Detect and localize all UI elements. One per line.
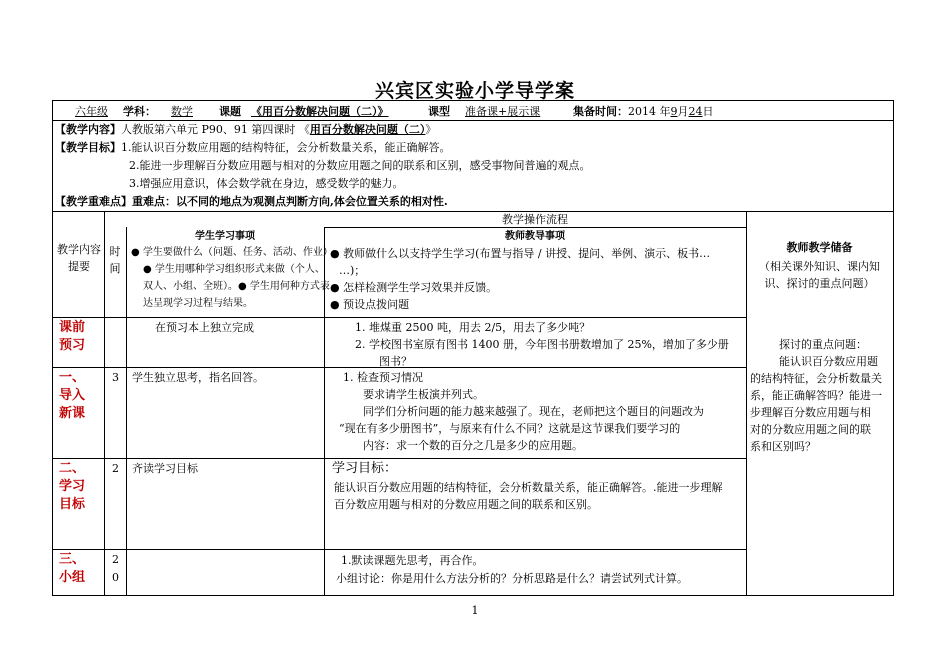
teacher-item-2: …)；: [339, 264, 366, 277]
goals-label: 【教学目标】: [55, 141, 121, 154]
subject: 数学: [171, 105, 193, 118]
teacher-item-4: ● 预设点拨问题: [330, 298, 410, 311]
content-close: 》: [425, 123, 437, 136]
row-intro-teacher-5: 内容：求一个数的百分之几是多少的应用题。: [363, 439, 583, 452]
row-preview-student: 在预习本上独立完成: [155, 321, 254, 334]
row-group-label-1: 三、: [59, 552, 86, 567]
document-title: 兴宾区实验小学导学案: [374, 80, 575, 102]
reserve-note-4: 系，能正确解答吗？能进一: [750, 389, 882, 402]
row-goal-student: 齐读学习目标: [132, 462, 198, 475]
grade: 六年级: [75, 105, 108, 118]
keypoints-text: 重难点：以不同的地点为观测点判断方向,体会位置关系的相对性.: [132, 195, 448, 208]
col-content-header: 教学内容提要: [57, 243, 101, 273]
teaching-content: [55, 121, 436, 138]
topic: 《用百分数解决问题（二）》: [251, 105, 389, 118]
row-group-teacher-1: 1.默读课题先思考，再合作。: [341, 554, 484, 567]
teacher-header: 教师教导事项: [505, 231, 565, 242]
page-number: 1: [471, 604, 479, 617]
row-group-time-2: 0: [112, 571, 119, 584]
student-header: 学生学习事项: [195, 231, 255, 242]
row-preview-label-2: 预习: [59, 338, 86, 353]
date-day-suffix: 日: [702, 105, 714, 118]
row-preview-teacher-2: 2. 学校图书室原有图书 1400 册，今年图书册数增加了 25%，增加了多少册: [355, 338, 729, 351]
row-group-time-1: 2: [112, 553, 119, 566]
row-divider-1: [53, 317, 746, 318]
date-prefix: 2014 年: [628, 105, 671, 118]
reserve-sub-2: 识、探讨的重点问题）: [764, 277, 875, 290]
teacher-item-1: ● 教师做什么以支持学生学习(布置与指导 / 讲授、提问、举例、演示、板书…: [330, 247, 711, 260]
row-preview-label-1: 课前: [59, 320, 86, 335]
key-points: [55, 193, 448, 210]
goal-3: 3.增强应用意识，体会数学就在身边，感受数学的魅力。: [129, 177, 404, 190]
row-group-teacher-2: 小组讨论：你是用什么方法分析的？分析思路是什么？请尝试列式计算。: [336, 572, 688, 585]
content-text: 人教版第六单元 P90、91 第四课时 《: [121, 123, 310, 136]
row-goal-teacher-2: 百分数应用题与相对的分数应用题之间的联系和区别。: [334, 498, 598, 511]
flow-header: 教学操作流程: [502, 213, 568, 226]
col-time-header: 时间: [109, 245, 121, 275]
row-intro-label-1: 一、: [59, 370, 86, 385]
col-divider-1: [104, 211, 105, 595]
row-intro-teacher-3: 同学们分析问题的能力越来越强了。现在，老师把这个题目的问题改为: [363, 405, 704, 418]
reserve-note-3: 的结构特征，会分析数量关: [750, 372, 882, 385]
goal-1-text: 1.能认识百分数应用题的结构特征，会分析数量关系，能正确解答。: [121, 141, 451, 154]
row-divider-4: [53, 549, 746, 550]
goal-2: 2.能进一步理解百分数应用题与相对的分数应用题之间的联系和区别，感受事物间普遍的观点。: [129, 159, 591, 172]
topic-label: 课题: [219, 105, 241, 118]
content-label: 【教学内容】: [55, 123, 121, 136]
student-item-2: ● 学生用哪种学习组织形式来做（个人、: [143, 264, 325, 275]
reserve-note-6: 对的分数应用题之间的联: [750, 423, 871, 436]
reserve-note-2: 能认识百分数应用题: [779, 355, 878, 368]
reserve-sub-1: （相关课外知识、课内知: [759, 260, 880, 273]
student-item-1: ● 学生要做什么（问题、任务、活动、作业）: [131, 247, 333, 258]
teacher-item-3: ● 怎样检测学生学习效果并反馈。: [330, 281, 498, 294]
row-group-label-2: 小组: [59, 570, 86, 585]
row-goal-label-2: 学习: [59, 479, 86, 494]
row-intro-teacher-1: 1. 检查预习情况: [343, 371, 423, 384]
date: [573, 103, 714, 120]
type-label: 课型: [428, 105, 450, 118]
row-intro-label-2: 导入: [59, 388, 86, 403]
student-item-4: 达呈现学习过程与结果。: [143, 298, 253, 309]
row-intro-label-3: 新课: [59, 406, 86, 421]
date-month-suffix: 月: [677, 105, 689, 118]
reserve-header: 教师教学储备: [786, 241, 853, 254]
row-goal-teacher-title: 学习目标：: [332, 461, 398, 476]
lesson-table: [52, 100, 894, 596]
subject-label: 学科：: [123, 105, 156, 118]
reserve-note-7: 系和区别吗？: [750, 440, 816, 453]
row-goal-time: 2: [112, 462, 119, 475]
date-month: 9: [670, 105, 678, 118]
row-goal-label-1: 二、: [59, 461, 86, 476]
row-goal-label-3: 目标: [59, 497, 86, 512]
reserve-note-1: 探讨的重点问题：: [779, 338, 867, 351]
student-item-3: 双人、小组、全班）。● 学生用何种方式表: [143, 281, 330, 292]
reserve-note-5: 步理解百分数应用题与相: [750, 406, 871, 419]
row-divider-3: [53, 458, 746, 459]
date-label: 集备时间：: [573, 105, 628, 118]
row-preview-teacher-3: 图书？: [379, 355, 412, 368]
date-day: 24: [688, 105, 703, 118]
row-goal-teacher-1: 能认识百分数应用题的结构特征，会分析数量关系，能正确解答。.能进一步理解: [334, 481, 723, 494]
col-divider-2: [126, 227, 127, 595]
row-intro-time: 3: [112, 371, 119, 384]
row-preview-teacher-1: 1. 堆煤重 2500 吨，用去 2/5，用去了多少吨？: [355, 321, 591, 334]
row-intro-student: 学生独立思考，指名回答。: [132, 371, 264, 384]
goal-1: [55, 139, 451, 156]
lesson-type: 准备课+展示课: [465, 105, 541, 118]
row-intro-teacher-4: “现在有多少册图书”，与原来有什么不同？这就是这节课我们要学习的: [339, 422, 681, 435]
row-intro-teacher-2: 要求请学生板演并列式。: [363, 388, 484, 401]
content-topic: 用百分数解决问题（二）: [309, 123, 426, 136]
keypoints-label: 【教学重难点】: [55, 195, 132, 208]
